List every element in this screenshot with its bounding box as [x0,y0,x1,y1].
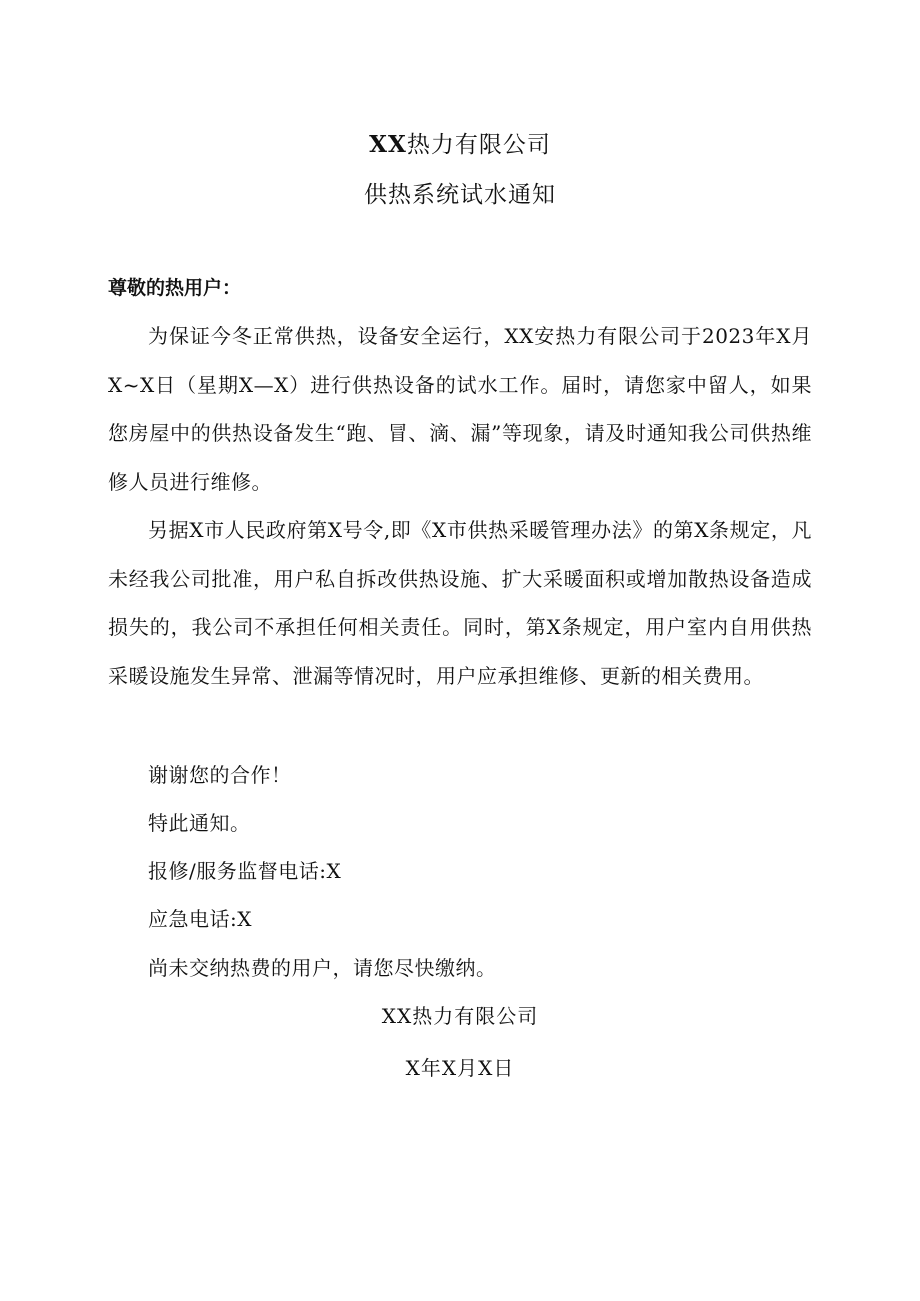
paragraph-water-test: 为保证今冬正常供热，设备安全运行，XX安热力有限公司于2023年X月X~X日（星期X—X）进行供热设备的试水工作。届时，请您家中留人，如果您房屋中的供热设备发生“跑、冒、滴、漏”等现象，请及时通知我公司供热维修人员进行维修。 [108,324,812,494]
thanks-line: 谢谢您的合作！ [148,763,292,787]
notice-title: 供热系统试水通知 [364,182,556,208]
signature-company: XX热力有限公司 [381,1004,539,1028]
company-prefix: XX [369,131,407,158]
company-name: 热力有限公司 [406,132,551,158]
paragraph-regulations: 另据X市人民政府第X号令,即《X市供热采暖管理办法》的第X条规定，凡未经我公司批准，用户私自拆改供热设施、扩大采暖面积或增加散热设备造成损失的，我公司不承担任何相关责任。同时，第X条规定，用户室内自用供热采暖设施发生异常、泄漏等情况时，用户应承担维修、更新的相关费用。 [108,518,812,688]
salutation: 尊敬的热用户： [108,277,242,299]
signature-date: X年X月X日 [405,1056,515,1080]
company-title [0,130,920,160]
emergency-phone-line: 应急电话:X [148,907,252,931]
payment-reminder-line: 尚未交纳热费的用户，请您尽快缴纳。 [148,956,497,980]
repair-phone-line: 报修/服务监督电话:X [148,859,342,883]
notice-end-line: 特此通知。 [148,811,251,835]
